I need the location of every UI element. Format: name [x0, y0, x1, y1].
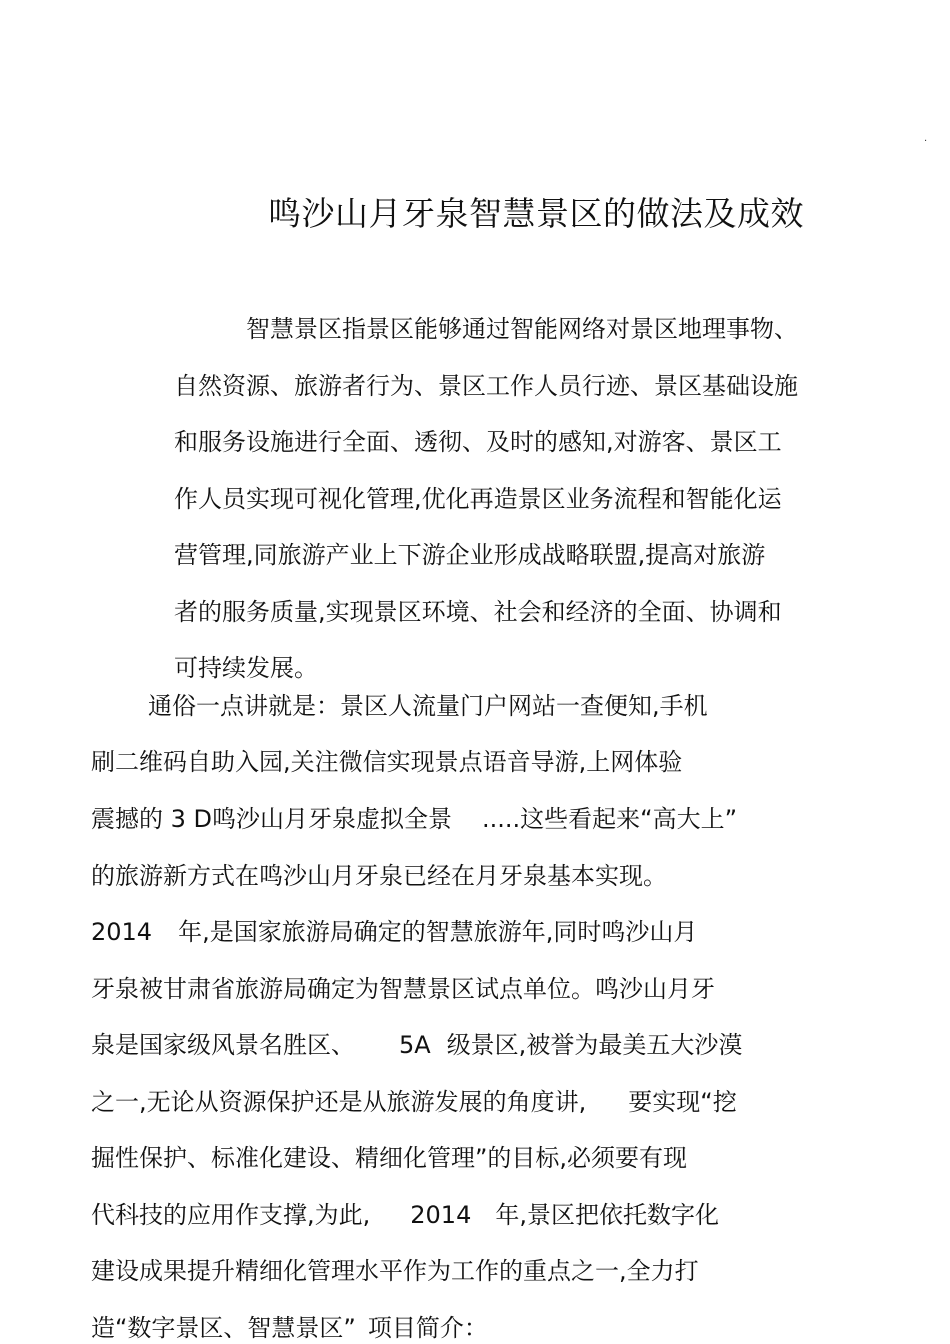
corner-mark: . [924, 133, 928, 144]
grade-text: 5A [399, 1031, 431, 1059]
year-text: 2014 [410, 1201, 472, 1229]
body-line: 建设成果提升精细化管理水平作为工作的重点之一,全力打 [91, 1257, 699, 1285]
body-line: 牙泉被甘肃省旅游局确定为智慧景区试点单位。鸣沙山月牙 [91, 975, 715, 1003]
intro-line: 自然资源、旅游者行为、景区工作人员行迹、景区基础设施 [174, 372, 798, 400]
intro-line: 营管理,同旅游产业上下游企业形成战略联盟,提高对旅游 [174, 541, 766, 569]
body-text: 震撼的 3 D鸣沙山月牙泉虚拟全景 [91, 805, 453, 833]
body-text: 要实现“挖 [628, 1088, 737, 1116]
body-line: 通俗一点讲就是：景区人流量门户网站一查便知,手机 [148, 692, 708, 720]
body-text: 泉是国家级风景名胜区、 [91, 1031, 355, 1059]
body-line: 掘性保护、标准化建设、精细化管理”的目标,必须要有现 [91, 1144, 688, 1172]
intro-line: 者的服务质量,实现景区环境、社会和经济的全面、协调和 [174, 598, 782, 626]
intro-line: 智慧景区指景区能够通过智能网络对景区地理事物、 [246, 315, 798, 343]
body-text: 年,景区把依托数字化 [495, 1201, 719, 1229]
body-text: 年,是国家旅游局确定的智慧旅游年,同时鸣沙山月 [178, 918, 698, 946]
body-line [91, 803, 737, 835]
intro-line: 可持续发展。 [174, 654, 318, 682]
body-text: .....这些看起来“高大上” [482, 805, 738, 833]
body-line: 刷二维码自助入园,关注微信实现景点语音导游,上网体验 [91, 748, 683, 776]
body-line [91, 916, 697, 948]
page-title: 鸣沙山月牙泉智慧景区的做法及成效 [268, 194, 804, 233]
intro-line: 和服务设施进行全面、透彻、及时的感知,对游客、景区工 [174, 428, 782, 456]
body-line [91, 1312, 488, 1344]
body-line [91, 1199, 719, 1231]
body-text: 之一,无论从资源保护还是从旅游发展的角度讲, [91, 1088, 587, 1116]
section-heading: 项目简介： [367, 1314, 488, 1342]
body-line: 的旅游新方式在鸣沙山月牙泉已经在月牙泉基本实现。 [91, 862, 667, 890]
intro-line: 作人员实现可视化管理,优化再造景区业务流程和智能化运 [174, 485, 782, 513]
body-line [91, 1029, 742, 1061]
body-text: 级景区,被誉为最美五大沙漠 [446, 1031, 743, 1059]
body-line [91, 1086, 737, 1118]
body-text: 造“数字景区、智慧景区” [91, 1314, 356, 1342]
year-text: 2014 [91, 918, 153, 946]
body-text: 代科技的应用作支撑,为此, [91, 1201, 371, 1229]
